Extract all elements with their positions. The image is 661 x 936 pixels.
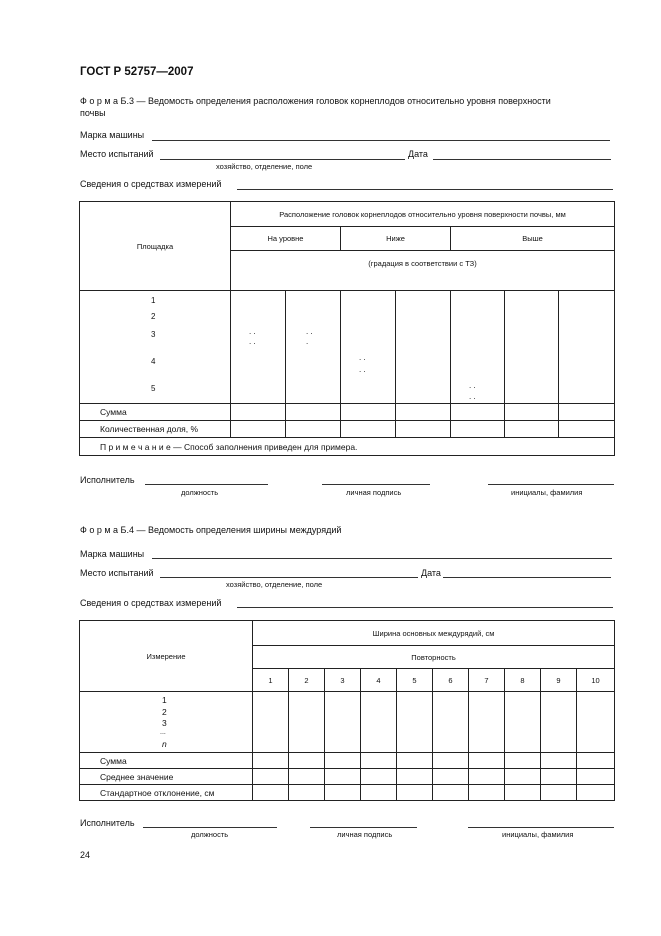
- form4-mesto-label: Место испытаний: [80, 568, 154, 578]
- mean-cell[interactable]: [505, 769, 541, 785]
- sum-cell[interactable]: [396, 404, 451, 421]
- mean-cell[interactable]: [361, 769, 397, 785]
- std-cell[interactable]: [577, 785, 615, 801]
- page-number: 24: [80, 850, 91, 860]
- row-sum-label: Сумма: [80, 404, 231, 421]
- repeat-col-3: 3: [325, 669, 361, 692]
- share-cell[interactable]: [559, 421, 615, 438]
- repeat-col-5: 5: [397, 669, 433, 692]
- data-cell[interactable]: [541, 692, 577, 753]
- std-cell[interactable]: [469, 785, 505, 801]
- form3-position-caption: должность: [181, 488, 219, 497]
- subheader-below: Ниже: [341, 227, 451, 251]
- form3-mesto-hint: хозяйство, отделение, поле: [216, 162, 313, 171]
- mean-cell[interactable]: [253, 769, 289, 785]
- data-cell[interactable]: [361, 692, 397, 753]
- form4-marka-field[interactable]: [152, 558, 612, 559]
- form3-data-label: Дата: [408, 149, 428, 159]
- form4-mesto-field[interactable]: [160, 577, 418, 578]
- form3-svedeniya-field[interactable]: [237, 189, 613, 190]
- std-cell[interactable]: [289, 785, 325, 801]
- table-note: П р и м е ч а н и е — Способ заполнения приведен для примера.: [80, 438, 615, 456]
- share-cell[interactable]: [505, 421, 559, 438]
- row-std-label: Стандартное отклонение, см: [80, 785, 253, 801]
- cell-below-1[interactable]: [341, 291, 396, 404]
- sum-cell[interactable]: [286, 404, 341, 421]
- sum-cell[interactable]: [361, 753, 397, 769]
- mean-cell[interactable]: [541, 769, 577, 785]
- form4-position-caption: должность: [191, 830, 229, 839]
- row-sum-label: Сумма: [80, 753, 253, 769]
- std-cell[interactable]: [397, 785, 433, 801]
- form4-svedeniya-field[interactable]: [237, 607, 613, 608]
- std-cell[interactable]: [361, 785, 397, 801]
- repeat-col-4: 4: [361, 669, 397, 692]
- width-group-header: Ширина основных междурядий, см: [253, 621, 615, 646]
- sum-cell[interactable]: [231, 404, 286, 421]
- sum-cell[interactable]: [505, 753, 541, 769]
- sum-cell[interactable]: [289, 753, 325, 769]
- form4-mesto-hint: хозяйство, отделение, поле: [226, 580, 323, 589]
- dots-mark: . .: [359, 353, 366, 362]
- sum-cell[interactable]: [469, 753, 505, 769]
- share-cell[interactable]: [286, 421, 341, 438]
- form3-svedeniya-label: Сведения о средствах измерений: [80, 179, 222, 189]
- form3-table: [79, 201, 615, 456]
- mean-cell[interactable]: [397, 769, 433, 785]
- dots-mark: . .: [306, 327, 313, 336]
- measure-n: n: [162, 739, 167, 749]
- sum-cell[interactable]: [253, 753, 289, 769]
- form3-mesto-label: Место испытаний: [80, 149, 154, 159]
- repeat-col-8: 8: [505, 669, 541, 692]
- repeat-col-2: 2: [289, 669, 325, 692]
- dots-mark: . .: [249, 337, 256, 346]
- form3-data-field[interactable]: [433, 159, 611, 160]
- sum-cell[interactable]: [397, 753, 433, 769]
- sum-cell[interactable]: [433, 753, 469, 769]
- dot-mark: .: [306, 337, 309, 346]
- dots-mark: . .: [469, 392, 476, 401]
- form4-svedeniya-label: Сведения о средствах измерений: [80, 598, 222, 608]
- measure-list: [80, 692, 253, 753]
- gradation-note: (градация в соответствии с ТЗ): [231, 251, 615, 291]
- measure-1: 1: [162, 695, 167, 705]
- subheader-above: Выше: [451, 227, 615, 251]
- document-code: ГОСТ Р 52757—2007: [80, 66, 194, 78]
- std-cell[interactable]: [505, 785, 541, 801]
- cell-below-2[interactable]: [396, 291, 451, 404]
- subheader-level: На уровне: [231, 227, 341, 251]
- repeat-col-10: 10: [577, 669, 615, 692]
- std-cell[interactable]: [325, 785, 361, 801]
- sum-cell[interactable]: [559, 404, 615, 421]
- std-cell[interactable]: [253, 785, 289, 801]
- col-area-header: Площадка: [80, 202, 231, 291]
- sum-cell[interactable]: [341, 404, 396, 421]
- form3-marka-field[interactable]: [152, 140, 610, 141]
- repeat-col-9: 9: [541, 669, 577, 692]
- form4-position-field[interactable]: [143, 827, 277, 828]
- sum-cell[interactable]: [577, 753, 615, 769]
- mean-cell[interactable]: [289, 769, 325, 785]
- form4-signature-caption: личная подпись: [337, 830, 393, 839]
- measure-2: 2: [162, 707, 167, 717]
- form4-signature-field[interactable]: [310, 827, 417, 828]
- form3-performer-label: Исполнитель: [80, 475, 135, 485]
- sum-cell[interactable]: [451, 404, 505, 421]
- repeat-col-6: 6: [433, 669, 469, 692]
- form4-table: [79, 620, 615, 801]
- cell-above-2[interactable]: [505, 291, 559, 404]
- sum-cell[interactable]: [541, 753, 577, 769]
- data-cell[interactable]: [505, 692, 541, 753]
- form3-title-line1: Ф о р м а Б.3 — Ведомость определения расположения головок корнеплодов относительно уровня поверхности: [80, 96, 551, 106]
- form4-data-label: Дата: [421, 568, 441, 578]
- form3-marka-label: Марка машины: [80, 130, 145, 140]
- col-measure-header: Измерение: [80, 621, 253, 692]
- form3-title-line2: почвы: [80, 108, 106, 118]
- repeat-header: Повторность: [253, 646, 615, 669]
- dots-mark: . .: [359, 365, 366, 374]
- data-cell[interactable]: [577, 692, 615, 753]
- form4-title: Ф о р м а Б.4 — Ведомость определения ширины междурядий: [80, 525, 342, 535]
- cell-above-3[interactable]: [559, 291, 615, 404]
- data-cell[interactable]: [469, 692, 505, 753]
- std-cell[interactable]: [541, 785, 577, 801]
- sum-cell[interactable]: [505, 404, 559, 421]
- cell-level-2[interactable]: [286, 291, 341, 404]
- form3-position-field[interactable]: [145, 484, 268, 485]
- share-cell[interactable]: [396, 421, 451, 438]
- std-cell[interactable]: [433, 785, 469, 801]
- row-share-label: Количественная доля, %: [80, 421, 231, 438]
- repeat-col-7: 7: [469, 669, 505, 692]
- form3-signature-field[interactable]: [322, 484, 430, 485]
- form3-signature-caption: личная подпись: [346, 488, 402, 497]
- cell-level-1[interactable]: [231, 291, 286, 404]
- mean-cell[interactable]: [577, 769, 615, 785]
- measure-3: 3: [162, 718, 167, 728]
- repeat-col-1: 1: [253, 669, 289, 692]
- group-header: Расположение головок корнеплодов относительно уровня поверхности почвы, мм: [231, 202, 615, 227]
- share-cell[interactable]: [231, 421, 286, 438]
- form3-mesto-field[interactable]: [160, 159, 405, 160]
- form4-data-field[interactable]: [443, 577, 611, 578]
- data-cell[interactable]: [325, 692, 361, 753]
- mean-cell[interactable]: [469, 769, 505, 785]
- data-cell[interactable]: [433, 692, 469, 753]
- form4-marka-label: Марка машины: [80, 549, 145, 559]
- mean-cell[interactable]: [325, 769, 361, 785]
- form4-performer-label: Исполнитель: [80, 818, 135, 828]
- data-cell[interactable]: [253, 692, 289, 753]
- data-cell[interactable]: [289, 692, 325, 753]
- data-cell[interactable]: [397, 692, 433, 753]
- measure-ellipsis: ...: [160, 729, 166, 736]
- dots-mark: . .: [469, 381, 476, 390]
- sum-cell[interactable]: [325, 753, 361, 769]
- form4-initials-field[interactable]: [468, 827, 614, 828]
- area-list: 1 2 3 4 5: [80, 291, 231, 404]
- share-cell[interactable]: [341, 421, 396, 438]
- form3-initials-field[interactable]: [488, 484, 614, 485]
- share-cell[interactable]: [451, 421, 505, 438]
- form4-initials-caption: инициалы, фамилия: [502, 830, 574, 839]
- mean-cell[interactable]: [433, 769, 469, 785]
- dots-mark: . .: [249, 327, 256, 336]
- cell-above-1[interactable]: [451, 291, 505, 404]
- row-mean-label: Среднее значение: [80, 769, 253, 785]
- form3-initials-caption: инициалы, фамилия: [511, 488, 583, 497]
